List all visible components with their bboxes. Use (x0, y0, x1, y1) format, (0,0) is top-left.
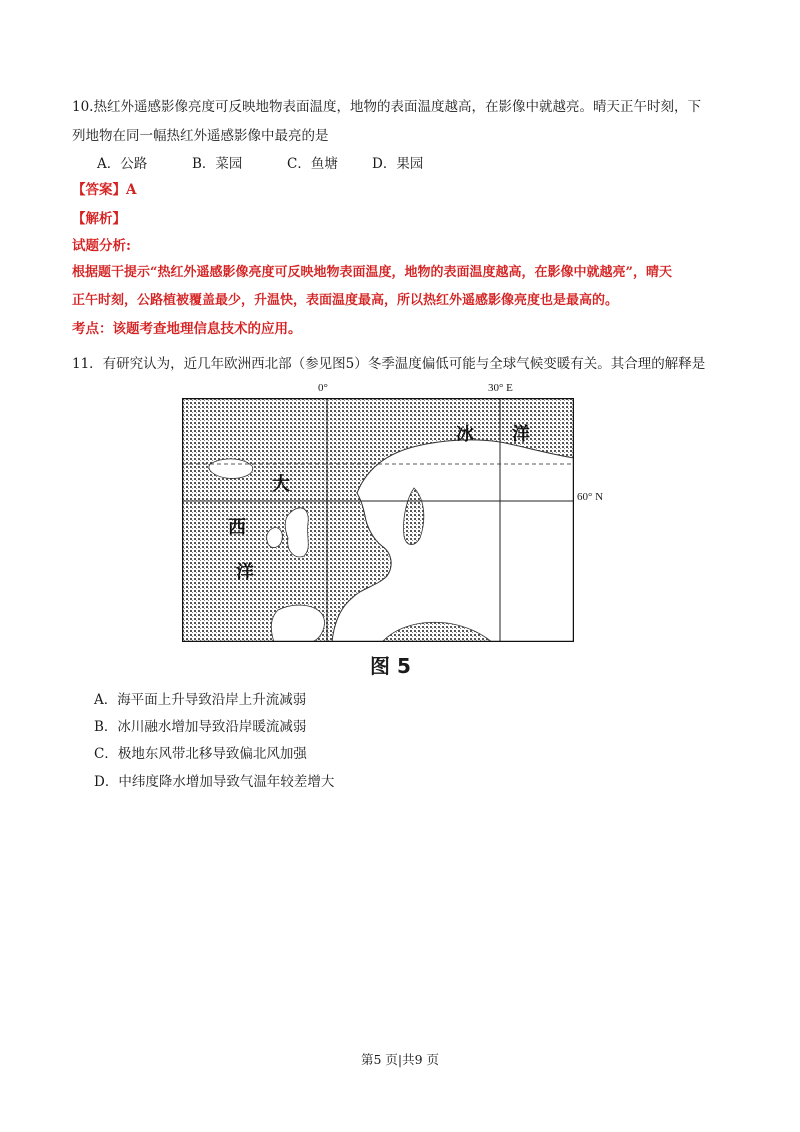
page-footer: 第5 页|共9 页 (360, 1052, 440, 1067)
map-label-60n: 60° N (577, 491, 604, 503)
map-label-xi: 西 (228, 517, 246, 538)
map-ireland (267, 528, 283, 548)
q10-analysis-title: 试题分析: (72, 238, 131, 254)
q10-option-c: C．鱼塘 (287, 156, 338, 172)
q10-option-a: A．公路 (97, 156, 148, 172)
map-iberia (271, 605, 324, 642)
q11-option-b: B．冰川融水增加导致沿岸暖流减弱 (94, 719, 307, 735)
map-label-da: 大 (272, 474, 290, 495)
q10-analysis-line1: 根据题干提示“热红外遥感影像亮度可反映地物表面温度，地物的表面温度越高，在影像中就越亮”，晴天 (72, 265, 672, 280)
q10-option-d: D．果园 (372, 156, 424, 172)
q11-option-a: A．海平面上升导致沿岸上升流减弱 (94, 692, 307, 708)
answer-value: A (126, 182, 137, 198)
q10-option-b: B．菜园 (192, 156, 243, 172)
q10-stem-line1: 10.热红外遥感影像亮度可反映地物表面温度，地物的表面温度越高，在影像中就越亮。晴天正午时刻，下 (72, 99, 701, 115)
map-label-bing: 冰 (456, 424, 474, 445)
q10-answer (72, 181, 136, 199)
q11-option-c: C．极地东风带北移导致偏北风加强 (94, 746, 307, 762)
map-label-30e: 30° E (488, 382, 513, 394)
map-label-0-meridian: 0° (318, 382, 328, 394)
map-label-yang: 洋 (236, 562, 254, 583)
q11-stem: 11．有研究认为，近几年欧洲西北部（参见图5）冬季温度偏低可能与全球气候变暖有关。其合理的解释是 (72, 356, 706, 372)
answer-label: 【答案】 (72, 182, 126, 198)
q11-option-d: D．中纬度降水增加导致气温年较差增大 (94, 774, 335, 790)
map-caption: 图 5 (370, 654, 411, 678)
q10-analysis-label: 【解析】 (72, 211, 126, 227)
q10-kaodian: 考点：该题考查地理信息技术的应用。 (72, 321, 302, 337)
europe-map (182, 398, 574, 642)
q10-stem-line2: 列地物在同一幅热红外遥感影像中最亮的是 (72, 128, 329, 144)
q10-analysis-line2: 正午时刻，公路植被覆盖最少，升温快，表面温度最高，所以热红外遥感影像亮度也是最高的。 (72, 293, 619, 308)
map-label-yang-arctic: 洋 (512, 424, 530, 445)
